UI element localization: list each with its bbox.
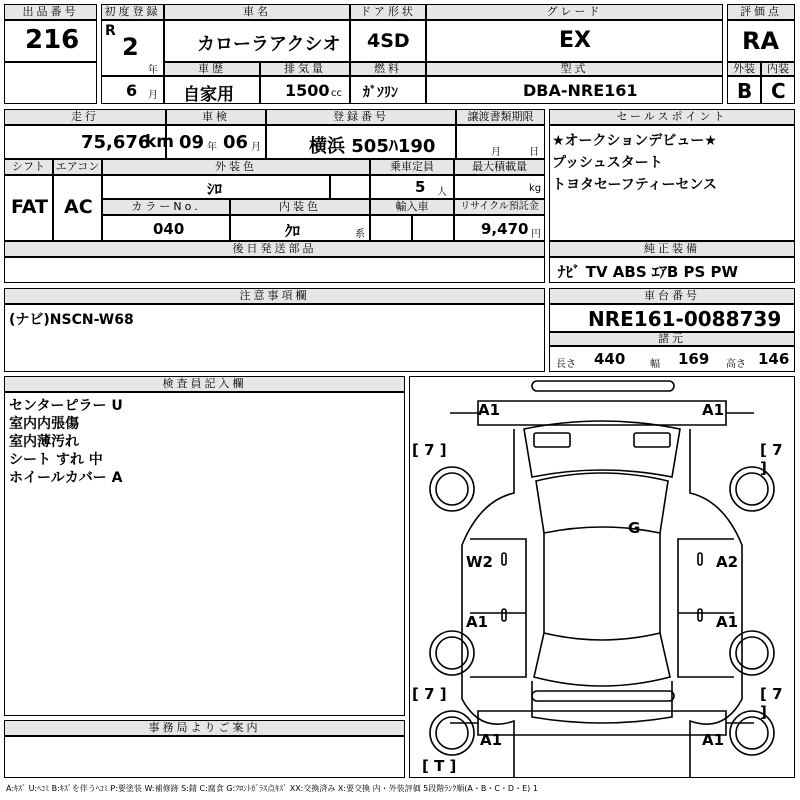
ext-color-cell xyxy=(102,175,330,199)
inspection-year: 09 xyxy=(179,132,205,153)
later-parts-label: 後日発送部品 xyxy=(4,241,545,257)
aircon-label: エアコン xyxy=(53,159,102,175)
inspector-line-2: 室内内張傷 xyxy=(9,416,79,432)
displacement-cell xyxy=(260,76,350,104)
mark-bracket-rr: [ 7 ] xyxy=(760,685,783,721)
notes: (ナビ)NSCN-W68 xyxy=(9,312,134,328)
mark-left-front-door: W2 xyxy=(466,553,493,571)
equipment-cell xyxy=(549,257,795,283)
max-load-cell xyxy=(454,175,545,199)
score-cell xyxy=(727,20,795,62)
selling-points-cell xyxy=(549,125,795,241)
spec-label: 諸元 xyxy=(549,332,795,346)
lot-label: 出品番号 xyxy=(4,4,97,20)
mark-right-front-door: A2 xyxy=(716,553,739,571)
first-reg-label: 初度登録 xyxy=(101,4,164,20)
ext-color-label: 外装色 xyxy=(102,159,370,175)
later-parts-cell xyxy=(4,257,545,283)
transfer-label: 譲渡書類期限 xyxy=(456,109,545,125)
shift-cell xyxy=(4,175,53,241)
ext-color: ｼﾛ xyxy=(207,180,223,198)
capacity-label: 乗車定員 xyxy=(370,159,454,175)
inspector-cell xyxy=(4,392,405,716)
mark-left-rear-door: A1 xyxy=(466,613,489,631)
lot-cell xyxy=(4,20,97,62)
first-reg-month-cell xyxy=(101,76,164,104)
selling-point-3: トヨタセーフティーセンス xyxy=(552,177,717,193)
chassis-cell xyxy=(549,304,795,332)
model-label: 型式 xyxy=(426,62,723,76)
mileage-label: 走行 xyxy=(4,109,166,125)
recycle-unit: 円 xyxy=(531,229,541,240)
mark-bracket-fr: [ 7 ] xyxy=(760,441,783,477)
capacity-unit: 人 xyxy=(437,187,447,198)
model-cell xyxy=(426,76,723,104)
color-no-label: カラーNo. xyxy=(102,199,230,215)
plate: 横浜 505ﾊ190 xyxy=(309,136,436,157)
mark-bracket-rl: [ 7 ] xyxy=(412,685,447,703)
mark-roof: G xyxy=(628,519,641,537)
inspection-year-unit: 年 xyxy=(207,142,217,153)
inspector-line-3: 室内薄汚れ xyxy=(9,434,79,450)
year-unit: 年 xyxy=(148,65,158,76)
mark-front-right: A1 xyxy=(702,401,725,419)
recycle: 9,470 xyxy=(481,220,529,238)
mark-trunk: [ T ] xyxy=(422,757,457,775)
length: 440 xyxy=(594,350,626,368)
first-reg-month: 6 xyxy=(126,81,138,100)
ext-score-cell xyxy=(727,76,761,104)
transfer-cell xyxy=(456,125,545,159)
door-type: 4SD xyxy=(367,30,410,52)
grade-cell xyxy=(426,20,723,62)
inspection-cell xyxy=(166,125,266,159)
inspector-line-4: シート すれ 中 xyxy=(9,452,103,468)
notes-label: 注意事項欄 xyxy=(4,288,545,304)
width-label: 幅 xyxy=(650,359,660,370)
car-diagram-frame xyxy=(409,376,795,778)
int-color-unit: 系 xyxy=(355,229,365,240)
int-score-cell xyxy=(761,76,795,104)
ext-color-extra xyxy=(330,175,370,199)
recycle-label: リサイクル預託金 xyxy=(454,199,545,215)
history-cell xyxy=(164,76,260,104)
mileage: 75,676 xyxy=(81,132,151,153)
mileage-cell xyxy=(4,125,175,159)
ext-score-label: 外装 xyxy=(727,62,761,76)
selling-point-1: ★オークションデビュー★ xyxy=(552,133,717,149)
int-color: ｸﾛ xyxy=(285,222,301,240)
max-load-label: 最大積載量 xyxy=(454,159,545,175)
lot-blank xyxy=(4,62,97,104)
model: DBA-NRE161 xyxy=(523,81,638,100)
transfer-month-unit: 月 xyxy=(491,147,501,158)
mark-front-left: A1 xyxy=(478,401,501,419)
selling-points-label: セールスポイント xyxy=(549,109,795,125)
height-label: 高さ xyxy=(726,359,746,370)
lot-number: 216 xyxy=(25,25,80,55)
door-cell xyxy=(350,20,426,62)
inspector-label: 検査員記入欄 xyxy=(4,376,405,392)
capacity-cell xyxy=(370,175,454,199)
grade-label: グレード xyxy=(426,4,723,20)
fuel: ｶﾞｿﾘﾝ xyxy=(363,85,398,101)
fuel-label: 燃料 xyxy=(350,62,426,76)
mark-rear-left: A1 xyxy=(480,731,503,749)
plate-label: 登録番号 xyxy=(266,109,456,125)
month-unit: 月 xyxy=(148,90,158,101)
int-score-label: 内装 xyxy=(761,62,795,76)
door-label: ドア形状 xyxy=(350,4,426,20)
inspection-label: 車検 xyxy=(166,109,266,125)
inspection-month: 06 xyxy=(223,132,249,153)
era: R xyxy=(105,23,116,39)
length-label: 長さ xyxy=(556,359,576,370)
max-load-unit: kg xyxy=(529,183,542,194)
score: RA xyxy=(742,27,780,55)
score-label: 評価点 xyxy=(727,4,795,20)
car-diagram xyxy=(410,377,794,777)
fuel-cell xyxy=(350,76,426,104)
int-color-cell xyxy=(230,215,370,241)
chassis-number: NRE161-0088739 xyxy=(588,307,782,331)
mark-right-rear-door: A1 xyxy=(716,613,739,631)
legend: A:ｷｽﾞ U:ﾍｺﾐ B:ｷｽﾞを伴うﾍｺﾐ P:要塗装 W:補修跡 S:錆 C:腐食 G:ﾌﾛﾝﾄｶﾞﾗｽ点ｷｽﾞ XX:交換済み X:要交換 内・外装評価 5段階ﾗﾝｸ順(A・B・C・D・E) 1 xyxy=(6,784,538,793)
mark-bracket-fl: [ 7 ] xyxy=(412,441,447,459)
spec-cell xyxy=(549,346,795,372)
capacity: 5 xyxy=(415,178,426,196)
inspection-month-unit: 月 xyxy=(251,142,261,153)
mileage-unit: km xyxy=(145,132,175,152)
chassis-label: 車台番号 xyxy=(549,288,795,304)
selling-point-2: プッシュスタート xyxy=(552,155,663,171)
displacement: 1500 xyxy=(285,81,330,100)
first-reg-cell xyxy=(101,20,164,76)
history: 自家用 xyxy=(183,85,234,105)
import-label: 輸入車 xyxy=(370,199,454,215)
width: 169 xyxy=(678,350,710,368)
int-score: C xyxy=(771,79,786,103)
car-name: カローラアクシオ xyxy=(197,34,341,55)
height: 146 xyxy=(758,350,790,368)
transfer-day-unit: 日 xyxy=(529,147,539,158)
color-no: 040 xyxy=(153,220,185,238)
history-label: 車歴 xyxy=(164,62,260,76)
inspector-line-5: ホイールカバー A xyxy=(9,470,123,486)
notes-cell xyxy=(4,304,545,372)
import-cell-b xyxy=(412,215,454,241)
car-name-label: 車名 xyxy=(164,4,350,20)
office-cell xyxy=(4,736,405,778)
aircon-cell xyxy=(53,175,102,241)
displacement-label: 排気量 xyxy=(260,62,350,76)
plate-cell xyxy=(266,125,456,159)
mark-rear-right: A1 xyxy=(702,731,725,749)
color-no-cell xyxy=(102,215,230,241)
car-name-cell xyxy=(164,20,350,62)
inspector-line-1: センターピラー U xyxy=(9,398,123,414)
grade: EX xyxy=(559,28,591,53)
aircon: AC xyxy=(64,196,93,218)
displacement-unit: cc xyxy=(331,88,342,99)
office-label: 事務局よりご案内 xyxy=(4,720,405,736)
import-cell-a xyxy=(370,215,412,241)
int-color-label: 内装色 xyxy=(230,199,370,215)
recycle-cell xyxy=(454,215,545,241)
equipment: ﾅﾋﾞ TV ABS ｴｱB PS PW xyxy=(558,263,739,281)
shift: FAT xyxy=(11,196,48,218)
ext-score: B xyxy=(737,79,753,103)
shift-label: シフト xyxy=(4,159,53,175)
equipment-label: 純正装備 xyxy=(549,241,795,257)
first-reg-year: 2 xyxy=(122,33,139,61)
